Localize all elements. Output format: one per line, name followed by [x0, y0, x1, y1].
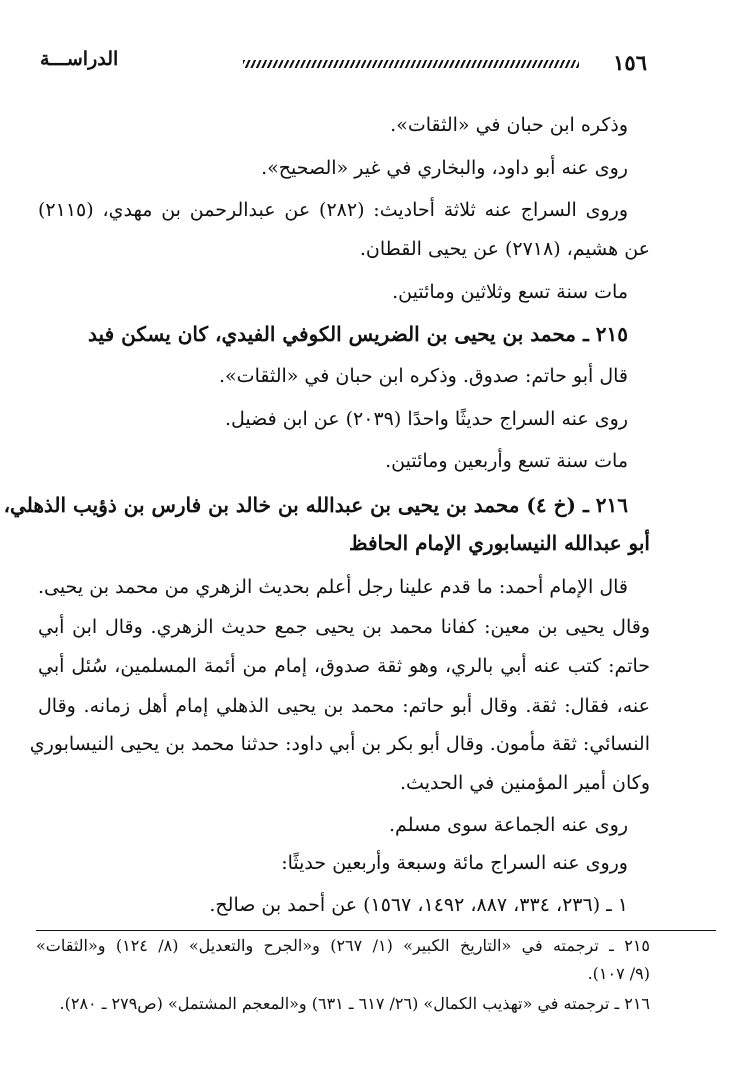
text-line: حاتم: كتب عنه أبي بالري، وهو ثقة صدوق، إمام من أئمة المسلمين، سُئل أبي — [38, 655, 650, 677]
text-line: روى عنه السراج حديثًا واحدًا (٢٠٣٩) عن ابن فضيل. — [224, 408, 628, 430]
entry-heading-215: ٢١٥ ـ محمد بن يحيى بن الضريس الكوفي الفيدي، كان يسكن فيد — [88, 322, 628, 346]
page-number: ١٥٦ — [613, 50, 647, 75]
text-line: قال أبو حاتم: صدوق. وذكره ابن حبان في «الثقات». — [219, 365, 628, 387]
text-line: روى عنه أبو داود، والبخاري في غير «الصحيح». — [261, 157, 628, 179]
text-line: وروى السراج عنه ثلاثة أحاديث: (٢٨٢) عن عبدالرحمن بن مهدي، (٢١١٥) — [38, 199, 628, 221]
text-line: وكان أمير المؤمنين في الحديث. — [400, 772, 650, 794]
footnote-separator — [36, 930, 716, 931]
entry-heading-216-cont: أبو عبدالله النيسابوري الإمام الحافظ — [349, 531, 650, 555]
running-section-title: الدراســـة — [40, 48, 119, 70]
text-line: وذكره ابن حبان في «الثقات». — [390, 114, 628, 136]
text-line: عنه، فقال: ثقة. وقال أبو حاتم: محمد بن يحيى الذهلي إمام أهل زمانه. وقال — [38, 695, 650, 717]
text-line: وقال يحيى بن معين: كفانا محمد بن يحيى جمع حديث الزهري. وقال ابن أبي — [38, 616, 650, 638]
footnote-216: ٢١٦ ـ ترجمته في «تهذيب الكمال» (٢٦/ ٦١٧ ـ ٦٣١) و«المعجم المشتمل» (ص٢٧٩ ـ ٢٨٠). — [59, 994, 650, 1013]
text-line: وروى عنه السراج مائة وسبعة وأربعين حديثًا: — [281, 852, 628, 874]
text-line: النسائي: ثقة مأمون. وقال أبو بكر بن أبي داود: حدثنا محمد بن يحيى النيسابوري — [29, 733, 650, 755]
entry-heading-216: ٢١٦ ـ (خ ٤) محمد بن يحيى بن عبدالله بن خالد بن فارس بن ذؤيب الذهلي، — [3, 493, 628, 517]
footnote-215-cont: (٩/ ١٠٧). — [587, 964, 650, 983]
text-line: قال الإمام أحمد: ما قدم علينا رجل أعلم بحديث الزهري من محمد بن يحيى. — [38, 576, 628, 598]
text-line: عن هشيم، (٢٧١٨) عن يحيى القطان. — [359, 238, 650, 260]
text-line: روى عنه الجماعة سوى مسلم. — [389, 814, 628, 836]
footnote-215: ٢١٥ ـ ترجمته في «التاريخ الكبير» (١/ ٢٦٧) و«الجرح والتعديل» (٨/ ١٢٤) و«الثقات» — [36, 936, 650, 955]
header-ornamental-rule — [243, 60, 579, 68]
text-line: ١ ـ (٢٣٦، ٣٣٤، ٨٨٧، ١٤٩٢، ١٥٦٧) عن أحمد بن صالح. — [209, 894, 628, 916]
text-line: مات سنة تسع وثلاثين ومائتين. — [392, 281, 628, 303]
text-line: مات سنة تسع وأربعين ومائتين. — [385, 450, 628, 472]
